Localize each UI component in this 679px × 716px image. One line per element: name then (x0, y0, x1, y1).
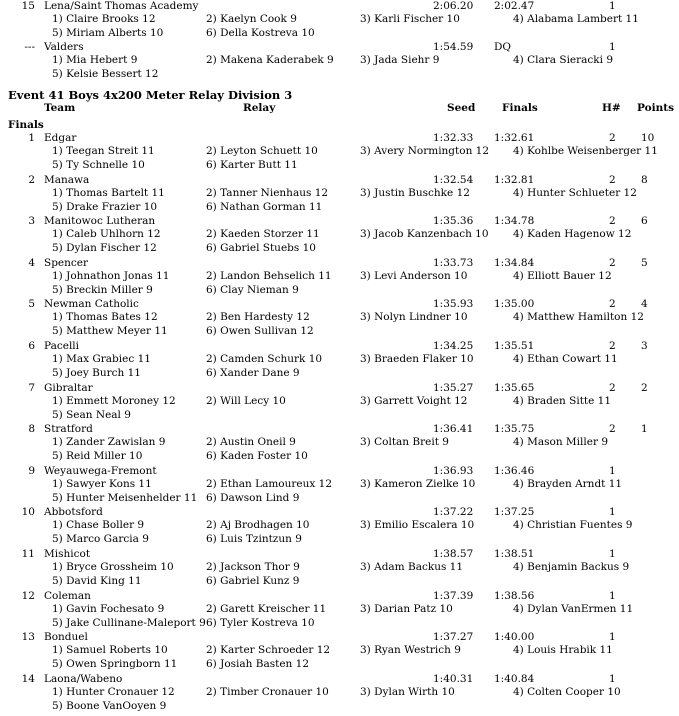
entry-8-runner-6: 6) Kaden Foster 10 (206, 450, 308, 462)
entry-9-place: 9 (28, 465, 35, 477)
entry-12-runner-4: 4) Dylan VanErmen 11 (513, 603, 634, 615)
entry-4-runner-1: 1) Johnathon Jonas 11 (52, 270, 170, 282)
prev-entry-2-runner-2: 2) Makena Kaderabek 9 (206, 54, 334, 66)
entry-5-runner-4: 4) Matthew Hamilton 12 (513, 311, 644, 323)
prev-entry-2-finals: DQ (494, 41, 512, 53)
entry-6-runner-6: 6) Xander Dane 9 (206, 367, 300, 379)
entry-2-finals: 1:32.81 (494, 174, 535, 186)
entry-3-runner-4: 4) Kaden Hagenow 12 (513, 228, 632, 240)
entry-12-runner-2: 2) Garett Kreischer 11 (206, 603, 327, 615)
prev-entry-1-runner-6: 6) Della Kostreva 10 (206, 27, 315, 39)
entry-10-runner-1: 1) Chase Boller 9 (52, 519, 145, 531)
prev-entry-2-runner-4: 4) Clara Sieracki 9 (513, 54, 614, 66)
entry-12-runner-6: 6) Tyler Kostreva 10 (206, 617, 315, 629)
entry-5-points: 4 (641, 298, 648, 310)
entry-11-runner-3: 3) Adam Backus 11 (360, 561, 464, 573)
entry-10-place: 10 (21, 506, 35, 518)
entry-8-heat: 2 (609, 423, 616, 435)
entry-3-finals: 1:34.78 (494, 215, 535, 227)
prev-entry-2-runner-1: 1) Mia Hebert 9 (52, 54, 138, 66)
entry-9-runner-5: 5) Hunter Meisenhelder 11 (52, 492, 198, 504)
entry-2-runner-2: 2) Tanner Nienhaus 12 (206, 187, 329, 199)
entry-2-points: 8 (641, 174, 648, 186)
entry-6-runner-4: 4) Ethan Cowart 11 (513, 353, 618, 365)
entry-1-place: 1 (28, 132, 35, 144)
entry-6-runner-5: 5) Joey Burch 11 (52, 367, 141, 379)
entry-13-finals: 1:40.00 (494, 631, 535, 643)
prev-entry-2-seed: 1:54.59 (433, 41, 474, 53)
entry-14-team: Laona/Wabeno (44, 673, 123, 685)
entry-11-finals: 1:38.51 (494, 548, 535, 560)
entry-4-points: 5 (641, 257, 648, 269)
entry-5-runner-5: 5) Matthew Meyer 11 (52, 325, 168, 337)
entry-7-heat: 2 (609, 382, 616, 394)
entry-13-runner-3: 3) Ryan Westrich 9 (360, 644, 461, 656)
entry-2-runner-6: 6) Nathan Gorman 11 (206, 201, 323, 213)
entry-7-runner-3: 3) Garrett Voight 12 (360, 395, 468, 407)
entry-7-runner-2: 2) Will Lecy 10 (206, 395, 286, 407)
entry-9-runner-6: 6) Dawson Lind 9 (206, 492, 300, 504)
entry-13-seed: 1:37.27 (433, 631, 474, 643)
entry-1-runner-1: 1) Teegan Streit 11 (52, 145, 155, 157)
entry-4-heat: 2 (609, 257, 616, 269)
entry-5-seed: 1:35.93 (433, 298, 474, 310)
entry-6-heat: 2 (609, 340, 616, 352)
entry-9-runner-2: 2) Ethan Lamoureux 12 (206, 478, 333, 490)
entry-3-runner-2: 2) Kaeden Storzer 11 (206, 228, 320, 240)
entry-8-finals: 1:35.75 (494, 423, 535, 435)
entry-1-finals: 1:32.61 (494, 132, 535, 144)
entry-7-runner-5: 5) Sean Neal 9 (52, 409, 131, 421)
entry-12-seed: 1:37.39 (433, 590, 474, 602)
entry-6-place: 6 (28, 340, 35, 352)
prev-entry-1-runner-1: 1) Claire Brooks 12 (52, 13, 156, 25)
entry-4-finals: 1:34.84 (494, 257, 535, 269)
prev-entry-2-team: Valders (44, 41, 84, 53)
prev-entry-2-runner-5: 5) Kelsie Bessert 12 (52, 68, 159, 80)
entry-1-runner-5: 5) Ty Schnelle 10 (52, 159, 145, 171)
entry-8-runner-4: 4) Mason Miller 9 (513, 436, 609, 448)
entry-2-runner-3: 3) Justin Buschke 12 (360, 187, 470, 199)
entry-4-runner-6: 6) Clay Nieman 9 (206, 284, 299, 296)
entry-9-seed: 1:36.93 (433, 465, 474, 477)
entry-1-team: Edgar (44, 132, 77, 144)
prev-entry-2-runner-3: 3) Jada Siehr 9 (360, 54, 440, 66)
entry-8-place: 8 (28, 423, 35, 435)
entry-11-runner-2: 2) Jackson Thor 9 (206, 561, 300, 573)
entry-5-runner-2: 2) Ben Hardesty 12 (206, 311, 310, 323)
entry-12-team: Coleman (44, 590, 91, 602)
entry-9-heat: 1 (609, 465, 616, 477)
entry-11-runner-6: 6) Gabriel Kunz 9 (206, 575, 300, 587)
entry-2-runner-5: 5) Drake Frazier 10 (52, 201, 158, 213)
entry-11-runner-4: 4) Benjamin Backus 9 (513, 561, 630, 573)
entry-2-heat: 2 (609, 174, 616, 186)
entry-8-runner-2: 2) Austin Oneil 9 (206, 436, 296, 448)
entry-1-runner-4: 4) Kohlbe Weisenberger 11 (513, 145, 658, 157)
entry-13-runner-1: 1) Samuel Roberts 10 (52, 644, 168, 656)
entry-10-runner-6: 6) Luis Tzintzun 9 (206, 533, 302, 545)
entry-8-runner-5: 5) Reid Miller 10 (52, 450, 143, 462)
entry-12-runner-3: 3) Darian Patz 10 (360, 603, 453, 615)
entry-2-runner-4: 4) Hunter Schlueter 12 (513, 187, 637, 199)
entry-14-runner-4: 4) Colten Cooper 10 (513, 686, 621, 698)
entry-4-team: Spencer (44, 257, 89, 269)
entry-4-runner-5: 5) Breckin Miller 9 (52, 284, 153, 296)
entry-4-runner-4: 4) Elliott Bauer 12 (513, 270, 612, 282)
entry-3-points: 6 (641, 215, 648, 227)
entry-1-runner-3: 3) Avery Normington 12 (360, 145, 490, 157)
entry-3-seed: 1:35.36 (433, 215, 474, 227)
section-label-finals: Finals (8, 119, 44, 131)
entry-5-runner-3: 3) Nolyn Lindner 10 (360, 311, 468, 323)
entry-10-runner-3: 3) Emilio Escalera 10 (360, 519, 475, 531)
entry-9-runner-3: 3) Kameron Zielke 10 (360, 478, 476, 490)
entry-11-runner-1: 1) Bryce Grossheim 10 (52, 561, 174, 573)
column-header-finals: Finals (502, 102, 538, 114)
entry-6-runner-1: 1) Max Grabiec 11 (52, 353, 151, 365)
entry-14-seed: 1:40.31 (433, 673, 474, 685)
prev-entry-1-runner-5: 5) Miriam Alberts 10 (52, 27, 164, 39)
column-header-heat: H# (602, 102, 621, 114)
entry-6-runner-3: 3) Braeden Flaker 10 (360, 353, 474, 365)
entry-12-runner-5: 5) Jake Cullinane-Maleport 9 (52, 617, 206, 629)
entry-8-runner-3: 3) Coltan Breit 9 (360, 436, 449, 448)
entry-10-seed: 1:37.22 (433, 506, 474, 518)
entry-10-runner-5: 5) Marco Garcia 9 (52, 533, 149, 545)
entry-13-runner-6: 6) Josiah Basten 12 (206, 658, 310, 670)
entry-11-team: Mishicot (44, 548, 91, 560)
entry-6-runner-2: 2) Camden Schurk 10 (206, 353, 323, 365)
entry-14-runner-2: 2) Timber Cronauer 10 (206, 686, 329, 698)
entry-7-finals: 1:35.65 (494, 382, 535, 394)
prev-entry-1-team: Lena/Saint Thomas Academy (44, 0, 199, 12)
entry-14-heat: 1 (609, 673, 616, 685)
entry-13-team: Bonduel (44, 631, 88, 643)
entry-2-seed: 1:32.54 (433, 174, 474, 186)
entry-9-runner-1: 1) Sawyer Kons 11 (52, 478, 152, 490)
column-header-team: Team (44, 102, 76, 114)
entry-6-finals: 1:35.51 (494, 340, 535, 352)
entry-5-place: 5 (28, 298, 35, 310)
entry-8-team: Stratford (44, 423, 93, 435)
entry-10-team: Abbotsford (44, 506, 103, 518)
entry-7-points: 2 (641, 382, 648, 394)
prev-entry-1-runner-4: 4) Alabama Lambert 11 (513, 13, 639, 25)
entry-5-heat: 2 (609, 298, 616, 310)
entry-1-runner-2: 2) Leyton Schuett 10 (206, 145, 318, 157)
entry-7-place: 7 (28, 382, 35, 394)
entry-13-runner-5: 5) Owen Springborn 11 (52, 658, 178, 670)
entry-5-runner-1: 1) Thomas Bates 12 (52, 311, 158, 323)
entry-10-runner-4: 4) Christian Fuentes 9 (513, 519, 633, 531)
entry-9-team: Weyauwega-Fremont (44, 465, 157, 477)
entry-1-points: 10 (641, 132, 655, 144)
entry-1-seed: 1:32.33 (433, 132, 474, 144)
entry-3-runner-5: 5) Dylan Fischer 12 (52, 242, 157, 254)
entry-8-seed: 1:36.41 (433, 423, 474, 435)
entry-7-team: Gibraltar (44, 382, 93, 394)
entry-4-seed: 1:33.73 (433, 257, 474, 269)
entry-14-runner-3: 3) Dylan Wirth 10 (360, 686, 455, 698)
entry-8-points: 1 (641, 423, 648, 435)
prev-entry-2-place: --- (24, 41, 35, 53)
entry-3-place: 3 (28, 215, 35, 227)
entry-2-place: 2 (28, 174, 35, 186)
entry-10-heat: 1 (609, 506, 616, 518)
entry-13-runner-4: 4) Louis Hrabik 11 (513, 644, 613, 656)
prev-entry-2-heat: 1 (609, 41, 616, 53)
entry-5-team: Newman Catholic (44, 298, 139, 310)
prev-entry-1-runner-3: 3) Karli Fischer 10 (360, 13, 460, 25)
entry-14-runner-5: 5) Boone VanOoyen 9 (52, 700, 167, 712)
prev-entry-1-seed: 2:06.20 (433, 0, 474, 12)
event-title: Event 41 Boys 4x200 Meter Relay Division 3 (8, 88, 293, 102)
entry-9-runner-4: 4) Brayden Arndt 11 (513, 478, 623, 490)
entry-4-runner-3: 3) Levi Anderson 10 (360, 270, 468, 282)
prev-entry-1-finals: 2:02.47 (494, 0, 535, 12)
column-header-relay: Relay (243, 102, 276, 114)
entry-5-runner-6: 6) Owen Sullivan 12 (206, 325, 314, 337)
entry-8-runner-1: 1) Zander Zawislan 9 (52, 436, 166, 448)
entry-12-finals: 1:38.56 (494, 590, 535, 602)
entry-6-team: Pacelli (44, 340, 80, 352)
entry-3-runner-3: 3) Jacob Kanzenbach 10 (360, 228, 489, 240)
entry-3-team: Manitowoc Lutheran (44, 215, 156, 227)
entry-13-runner-2: 2) Karter Schroeder 12 (206, 644, 331, 656)
entry-14-runner-1: 1) Hunter Cronauer 12 (52, 686, 175, 698)
prev-entry-1-runner-2: 2) Kaelyn Cook 9 (206, 13, 297, 25)
entry-1-heat: 2 (609, 132, 616, 144)
entry-14-place: 14 (21, 673, 35, 685)
entry-12-runner-1: 1) Gavin Fochesato 9 (52, 603, 165, 615)
entry-13-heat: 1 (609, 631, 616, 643)
entry-14-finals: 1:40.84 (494, 673, 535, 685)
entry-9-finals: 1:36.46 (494, 465, 535, 477)
entry-11-heat: 1 (609, 548, 616, 560)
entry-7-seed: 1:35.27 (433, 382, 474, 394)
entry-3-heat: 2 (609, 215, 616, 227)
entry-6-points: 3 (641, 340, 648, 352)
entry-11-place: 11 (21, 548, 35, 560)
entry-10-runner-2: 2) Aj Brodhagen 10 (206, 519, 310, 531)
entry-1-runner-6: 6) Karter Butt 11 (206, 159, 298, 171)
entry-2-runner-1: 1) Thomas Bartelt 11 (52, 187, 165, 199)
entry-6-seed: 1:34.25 (433, 340, 474, 352)
entry-2-team: Manawa (44, 174, 90, 186)
entry-4-place: 4 (28, 257, 35, 269)
entry-12-place: 12 (21, 590, 35, 602)
entry-3-runner-6: 6) Gabriel Stuebs 10 (206, 242, 316, 254)
entry-11-runner-5: 5) David King 11 (52, 575, 142, 587)
entry-10-finals: 1:37.25 (494, 506, 535, 518)
entry-7-runner-1: 1) Emmett Moroney 12 (52, 395, 176, 407)
column-header-seed: Seed (447, 102, 476, 114)
prev-entry-1-place: 15 (21, 0, 35, 12)
prev-entry-1-heat: 1 (609, 0, 616, 12)
column-header-points: Points (637, 102, 675, 114)
entry-12-heat: 1 (609, 590, 616, 602)
entry-3-runner-1: 1) Caleb Uhlhorn 12 (52, 228, 161, 240)
entry-13-place: 13 (21, 631, 35, 643)
entry-5-finals: 1:35.00 (494, 298, 535, 310)
entry-7-runner-4: 4) Braden Sitte 11 (513, 395, 612, 407)
entry-11-seed: 1:38.57 (433, 548, 474, 560)
entry-4-runner-2: 2) Landon Behselich 11 (206, 270, 332, 282)
